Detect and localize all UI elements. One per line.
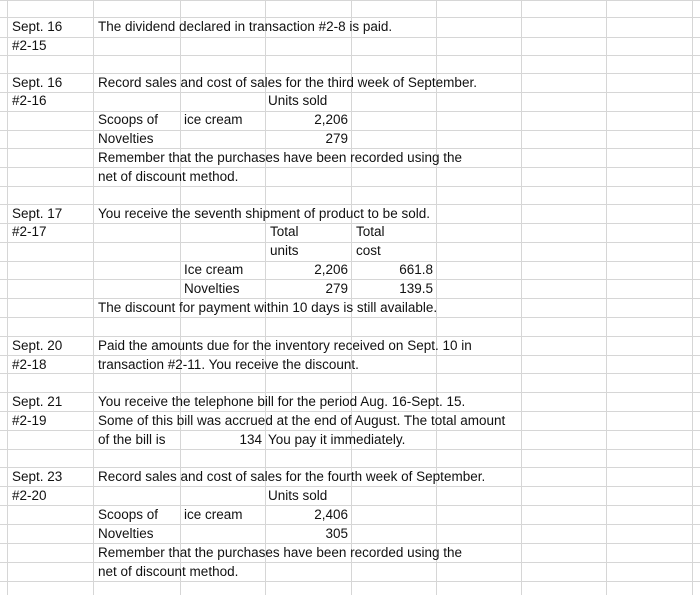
bill-amount: 134: [239, 432, 262, 447]
entry-text: transaction #2-11. You receive the discount.: [98, 357, 359, 372]
entry-date: Sept. 23: [12, 469, 63, 484]
entry-text: of the bill is: [98, 432, 166, 447]
row-label: Scoops of: [98, 507, 159, 522]
entry-ref: #2-20: [12, 488, 47, 503]
row-label: Scoops of: [98, 112, 159, 127]
grid-line: [0, 186, 700, 187]
entry-note: The discount for payment within 10 days is still available.: [98, 300, 438, 315]
cost-value: 661.8: [399, 262, 433, 277]
grid-line: [0, 279, 700, 280]
entry-ref: #2-19: [12, 413, 47, 428]
grid-line: [7, 0, 8, 595]
col-header-total-units: Total: [270, 224, 299, 239]
grid-line: [0, 55, 700, 56]
grid-line: [0, 242, 700, 243]
units-value: 305: [325, 526, 348, 541]
grid-line: [0, 37, 700, 38]
entry-date: Sept. 20: [12, 338, 63, 353]
grid-line: [0, 449, 700, 450]
entry-text: You pay it immediately.: [268, 432, 406, 447]
entry-heading: Record sales and cost of sales for the fourth week of September.: [98, 469, 486, 484]
entry-text: Paid the amounts due for the inventory received on Sept. 10 in: [98, 338, 472, 353]
entry-ref: #2-18: [12, 357, 47, 372]
entry-note: net of discount method.: [98, 564, 239, 579]
grid-line: [521, 0, 522, 595]
cost-value: 139.5: [399, 281, 433, 296]
entry-date: Sept. 16: [12, 19, 63, 34]
row-sublabel: ice cream: [184, 507, 243, 522]
col-header-total-units: units: [270, 243, 299, 258]
row-sublabel: ice cream: [184, 112, 243, 127]
units-value: 2,406: [314, 507, 348, 522]
entry-note: Remember that the purchases have been recorded using the: [98, 150, 462, 165]
entry-note: net of discount method.: [98, 169, 239, 184]
units-value: 2,206: [314, 262, 348, 277]
entry-date: Sept. 16: [12, 75, 63, 90]
row-label: Novelties: [98, 526, 154, 541]
units-sold-header: Units sold: [268, 93, 328, 108]
grid-line: [0, 223, 700, 224]
row-label: Novelties: [98, 131, 154, 146]
entry-note: Remember that the purchases have been recorded using the: [98, 545, 462, 560]
units-value: 2,206: [314, 112, 348, 127]
grid-line: [0, 317, 700, 318]
units-value: 279: [325, 131, 348, 146]
entry-heading: Record sales and cost of sales for the third week of September.: [98, 75, 477, 90]
entry-text: Some of this bill was accrued at the end of August. The total amount: [98, 413, 506, 428]
col-header-total-cost: Total: [356, 224, 385, 239]
grid-line: [0, 486, 700, 487]
col-header-total-cost: cost: [356, 243, 381, 258]
grid-line: [692, 0, 693, 595]
grid-line: [0, 0, 700, 1]
row-label: Ice cream: [184, 262, 244, 277]
row-label: Novelties: [184, 281, 240, 296]
units-value: 279: [325, 281, 348, 296]
entry-text: The dividend declared in transaction #2-8 is paid.: [98, 19, 393, 34]
grid-line: [0, 581, 700, 582]
entry-ref: #2-17: [12, 224, 47, 239]
grid-line: [93, 0, 94, 595]
grid-line: [0, 92, 700, 93]
entry-text: You receive the telephone bill for the period Aug. 16-Sept. 15.: [98, 394, 466, 409]
entry-ref: #2-15: [12, 38, 47, 53]
entry-ref: #2-16: [12, 93, 47, 108]
entry-date: Sept. 21: [12, 394, 63, 409]
units-sold-header: Units sold: [268, 488, 328, 503]
grid-line: [606, 0, 607, 595]
grid-line: [0, 261, 700, 262]
entry-date: Sept. 17: [12, 206, 63, 221]
entry-heading: You receive the seventh shipment of product to be sold.: [98, 206, 430, 221]
